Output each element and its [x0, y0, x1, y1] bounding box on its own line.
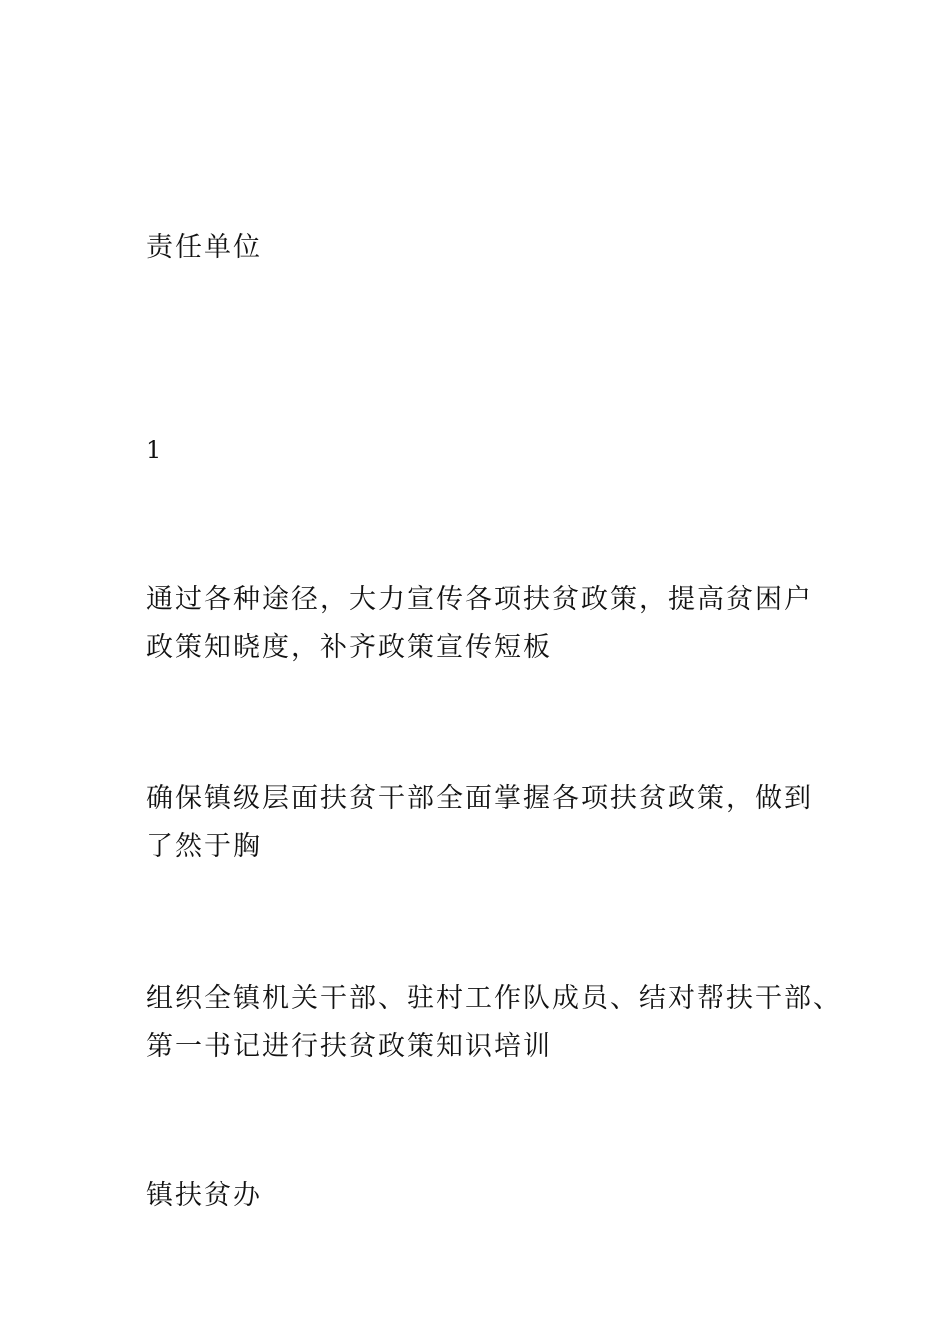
header-text: 责任单位 — [146, 232, 262, 263]
paragraph-line: 组织全镇机关干部、驻村工作队成员、结对帮扶干部、 — [146, 983, 842, 1014]
paragraph-cadre-mastery — [146, 775, 826, 871]
paragraph-line: 第一书记进行扶贫政策知识培训 — [146, 1031, 552, 1062]
paragraph-propaganda — [146, 576, 826, 672]
responsible-unit-value — [146, 1172, 826, 1220]
paragraph-training — [146, 975, 842, 1071]
row-number-text: 1 — [146, 436, 162, 464]
paragraph-line: 了然于胸 — [146, 831, 262, 862]
paragraph-line: 确保镇级层面扶贫干部全面掌握各项扶贫政策，做到 — [146, 783, 813, 814]
row-number — [146, 426, 826, 474]
paragraph-line: 政策知晓度，补齐政策宣传短板 — [146, 632, 552, 663]
paragraph-line: 通过各种途径，大力宣传各项扶贫政策，提高贫困户 — [146, 584, 813, 615]
column-header-responsible-unit — [146, 224, 826, 272]
responsible-unit-text: 镇扶贫办 — [146, 1180, 262, 1211]
